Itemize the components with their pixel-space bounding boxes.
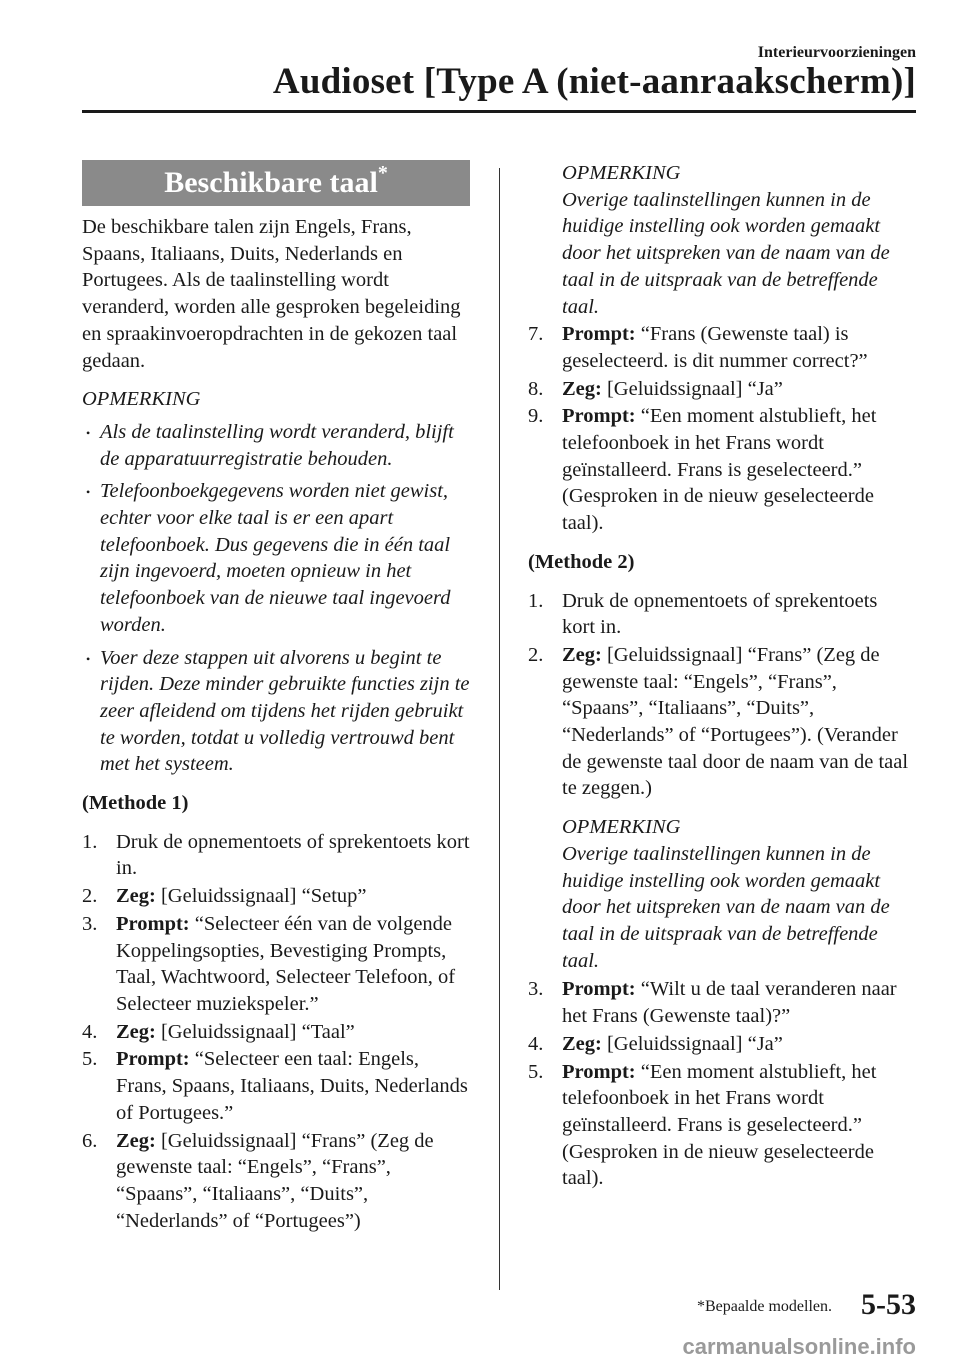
step-text: [Geluidssignaal] “Taal” (155, 1020, 355, 1043)
method-1-heading: (Methode 1) (82, 792, 189, 815)
step-number: 3. (528, 978, 544, 1001)
step-text: [Geluidssignaal] “Frans” (Zeg de gewenste taal: “Engels”, “Frans”, “Spaans”, “Italiaans”, “Duits”, “Nederlands” of “Portugees”). (Verander de gewenste taal door de naam van de taal te zeggen.) (562, 643, 909, 800)
step-number: 5. (82, 1048, 98, 1071)
footnote: *Bepaalde modellen. (696, 1298, 832, 1315)
step-text: “Een moment alstublieft, het telefoonboek in het Frans wordt geïnstalleerd. Frans is geselecteerd.” (Gesproken in de nieuw geselecteerde taal). (562, 1060, 877, 1190)
step-text: [Geluidssignaal] “Ja” (601, 377, 783, 400)
step-text: “Frans (Gewenste taal) is geselecteerd. is dit nummer correct?” (562, 323, 868, 372)
step-item (528, 642, 914, 802)
step-number: 1. (528, 589, 544, 612)
step-text: [Geluidssignaal] “Ja” (601, 1032, 783, 1055)
step-number: 4. (528, 1032, 544, 1055)
step-label: Zeg: (562, 1032, 602, 1055)
section-title: Beschikbare taal (164, 166, 378, 199)
step-label: Prompt: (562, 405, 636, 428)
method-2-steps (528, 588, 914, 803)
step-text: [Geluidssignaal] “Frans” (Zeg de gewenste taal: “Engels”, “Frans”, “Spaans”, “Italiaans”, “Duits”, “Nederlands” of “Portugees”) (116, 1129, 434, 1232)
step-text: “Wilt u de taal veranderen naar het Frans (Gewenste taal)?” (562, 978, 897, 1028)
note-bullet: • Als de taalinstelling wordt veranderd, blijft de apparatuurregistratie behouden. (82, 419, 474, 472)
method-1-steps (82, 829, 474, 1235)
note-block (528, 814, 914, 974)
step-item (528, 321, 914, 374)
step-number: 7. (528, 323, 544, 346)
note-text: Overige taalinstellingen kunnen in de huidige instelling ook worden gemaakt door het uitspreken van de naam van de taal in de uitspraak van de betreffende taal. (562, 842, 890, 972)
step-item (82, 829, 474, 882)
page-number: 5-53 (861, 1288, 916, 1321)
step-text: “Selecteer een taal: Engels, Frans, Spaans, Italiaans, Duits, Nederlands of Portugees.” (116, 1048, 468, 1124)
step-label: Prompt: (562, 978, 636, 1001)
step-number: 6. (82, 1129, 98, 1152)
note-bullet: • Voer deze stappen uit alvorens u begint te rijden. Deze minder gebruikte functies zijn te zeer afleidend om tijdens het rijden gebruikt te worden, totdat u volledig vertrouwd bent met het systeem. (82, 645, 474, 779)
step-number: 5. (528, 1060, 544, 1083)
step-item (528, 976, 914, 1029)
note-block (528, 160, 914, 320)
step-text: “Een moment alstublieft, het telefoonboek in het Frans wordt geïnstalleerd. Frans is geselecteerd.” (Gesproken in de nieuw geselecteerde taal). (562, 405, 877, 535)
step-item (82, 883, 474, 910)
section-asterisk: * (377, 161, 388, 184)
note-bullet: • Telefoonboekgegevens worden niet gewist, echter voor elke taal is er een apart telefoonboek. Dus gegevens die in één taal zijn ingevoerd, moeten opnieuw in het telefoonboek van de nieuwe taal ingevoerd worden. (82, 478, 474, 638)
step-number: 2. (528, 643, 544, 666)
method-2-steps-continued (528, 976, 914, 1192)
step-number: 3. (82, 912, 98, 935)
step-item (528, 1031, 914, 1058)
step-item (528, 1059, 914, 1193)
step-text: Druk de opnementoets of sprekentoets kort in. (562, 589, 878, 639)
step-item (528, 376, 914, 403)
note-heading: OPMERKING (562, 816, 681, 839)
step-number: 1. (82, 830, 98, 853)
note-text: Overige taalinstellingen kunnen in de huidige instelling ook worden gemaakt door het uitspreken van de naam van de taal in de uitspraak van de betreffende taal. (562, 188, 890, 318)
chapter-label: Interieurvoorzieningen (757, 44, 916, 61)
step-label: Zeg: (562, 643, 602, 666)
note-heading: OPMERKING (82, 388, 201, 411)
step-label: Zeg: (116, 1129, 156, 1152)
step-item (82, 1019, 474, 1046)
step-label: Prompt: (116, 912, 190, 935)
column-divider (499, 168, 500, 1290)
header-divider (82, 110, 916, 113)
step-number: 2. (82, 885, 98, 908)
step-item (528, 588, 914, 641)
step-text: [Geluidssignaal] “Setup” (155, 885, 367, 908)
method-1-steps-continued (528, 321, 914, 537)
watermark: carmanualsonline.info (682, 1334, 916, 1359)
step-item (82, 1046, 474, 1126)
step-label: Zeg: (562, 377, 602, 400)
step-item (528, 403, 914, 537)
section-banner (82, 160, 470, 206)
step-label: Zeg: (116, 885, 156, 908)
step-item (82, 911, 474, 1018)
left-column (82, 214, 474, 1234)
step-label: Zeg: (116, 1020, 156, 1043)
step-label: Prompt: (116, 1048, 190, 1071)
step-label: Prompt: (562, 1060, 636, 1083)
step-number: 8. (528, 377, 544, 400)
step-number: 9. (528, 405, 544, 428)
method-2-heading: (Methode 2) (528, 550, 635, 573)
right-column (528, 160, 914, 1192)
page-title: Audioset [Type A (niet-aanraakscherm)] (272, 61, 916, 102)
note-heading: OPMERKING (562, 162, 681, 184)
step-number: 4. (82, 1020, 98, 1043)
step-text: Druk de opnementoets of sprekentoets kort in. (116, 830, 470, 880)
intro-paragraph: De beschikbare talen zijn Engels, Frans, Spaans, Italiaans, Duits, Nederlands en Portugees. Als de taalinstelling wordt veranderd, worden alle gesproken begeleiding en spraakinvoeropdrachten in de gekozen taal gedaan. (82, 216, 461, 372)
step-label: Prompt: (562, 323, 636, 346)
step-item (82, 1128, 474, 1235)
step-text: “Selecteer één van de volgende Koppelingsopties, Bevestiging Prompts, Taal, Wachtwoord, Selecteer Telefoon, of Selecteer muziekspeler.” (116, 912, 456, 1015)
